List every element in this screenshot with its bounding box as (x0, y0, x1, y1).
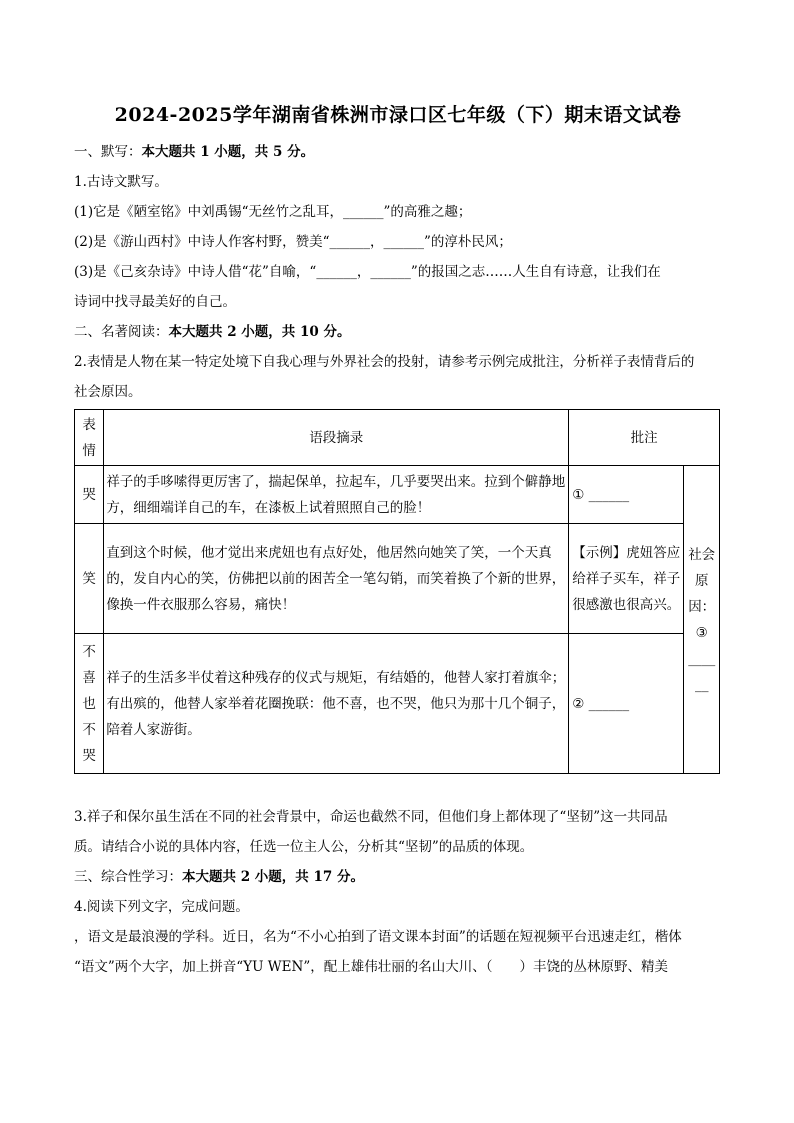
row-expression: 笑 (75, 524, 104, 634)
question-4-stem: 4.阅读下列文字，完成问题。 (74, 899, 249, 915)
question-1-item-2: (2)是《游山西村》中诗人作客村野，赞美“______，______”的淳朴民风； (74, 234, 512, 250)
social-reason-cell[interactable]: 社会 原 因： ③ ____ __ (684, 466, 720, 774)
question-3-stem: 3.祥子和保尔虽生活在不同的社会背景中，命运也截然不同，但他们身上都体现了“坚韧”这一共同品 (74, 809, 668, 825)
row-note-blank[interactable]: ② ______ (569, 634, 684, 774)
section-desc: 本大题共 2 小题，共 17 分。 (182, 869, 364, 885)
row-excerpt: 直到这个时候，他才觉出来虎妞也有点好处，他居然向她笑了笑，一个天真的，发自内心的笑，仿佛把以前的困苦全一笔勾销，而笑着换了个新的世界，像换一件衣服那么容易，痛快！ (104, 524, 569, 634)
section-desc: 本大题共 1 小题，共 5 分。 (141, 144, 315, 160)
question-1-item-3: (3)是《己亥杂诗》中诗人借“花”自喻，“______，______”的报国之志……人生自有诗意，让我们在 (74, 264, 661, 280)
question-1-item-1: (1)它是《陋室铭》中刘禹锡“无丝竹之乱耳，______”的高雅之趣； (74, 204, 472, 220)
section-label: 二、名著阅读： (74, 324, 169, 340)
exam-title: 2024-2025学年湖南省株洲市渌口区七年级（下）期末语文试卷 (114, 104, 682, 126)
table-row (75, 466, 720, 524)
question-2-stem: 2.表情是人物在某一特定处境下自我心理与外界社会的投射，请参考示例完成批注，分析祥子表情背后的 (74, 354, 695, 370)
row-expression: 哭 (75, 466, 104, 524)
table-row (75, 524, 720, 634)
header-note: 批注 (569, 410, 720, 466)
question-4-passage-cont: “语文”两个大字，加上拼音“YU WEN”，配上雄伟壮丽的名山大川、（ ）丰饶的丛林原野、精美 (74, 959, 668, 975)
question-1-stem: 1.古诗文默写。 (74, 174, 168, 190)
row-note-example: 【示例】虎妞答应给祥子买车，祥子很感激也很高兴。 (569, 524, 684, 634)
section-label: 三、综合性学习： (74, 869, 182, 885)
section-1-header (74, 137, 722, 167)
section-2-header (74, 317, 722, 347)
question-4-passage: ，语文是最浪漫的学科。近日，名为“不小心拍到了语文课本封面”的话题在短视频平台迅速走红，楷体 (74, 929, 682, 945)
section-desc: 本大题共 2 小题，共 10 分。 (168, 324, 351, 340)
table-row (75, 634, 720, 774)
row-expression: 不 喜 也 不 哭 (75, 634, 104, 774)
expression-table (74, 409, 720, 774)
row-excerpt: 祥子的手哆嗦得更厉害了，揣起保单，拉起车，几乎要哭出来。拉到个僻静地方，细细端详自己的车，在漆板上试着照照自己的脸！ (104, 466, 569, 524)
question-1-item-3-cont: 诗词中找寻最美好的自己。 (74, 294, 236, 310)
section-3-header (74, 862, 722, 892)
exam-page (74, 100, 722, 982)
question-3-stem-cont: 质。请结合小说的具体内容，任选一位主人公，分析其“坚韧”的品质的体现。 (74, 839, 534, 855)
header-excerpt: 语段摘录 (104, 410, 569, 466)
row-note-blank[interactable]: ① ______ (569, 466, 684, 524)
row-excerpt: 祥子的生活多半仗着这种残存的仪式与规矩，有结婚的，他替人家打着旗伞；有出殡的，他替人家举着花圈挽联：他不喜，也不哭，他只为那十几个铜子，陪着人家游街。 (104, 634, 569, 774)
section-label: 一、默写： (74, 144, 142, 160)
question-2-stem-cont: 社会原因。 (74, 384, 142, 400)
header-expression: 表 情 (75, 410, 104, 466)
